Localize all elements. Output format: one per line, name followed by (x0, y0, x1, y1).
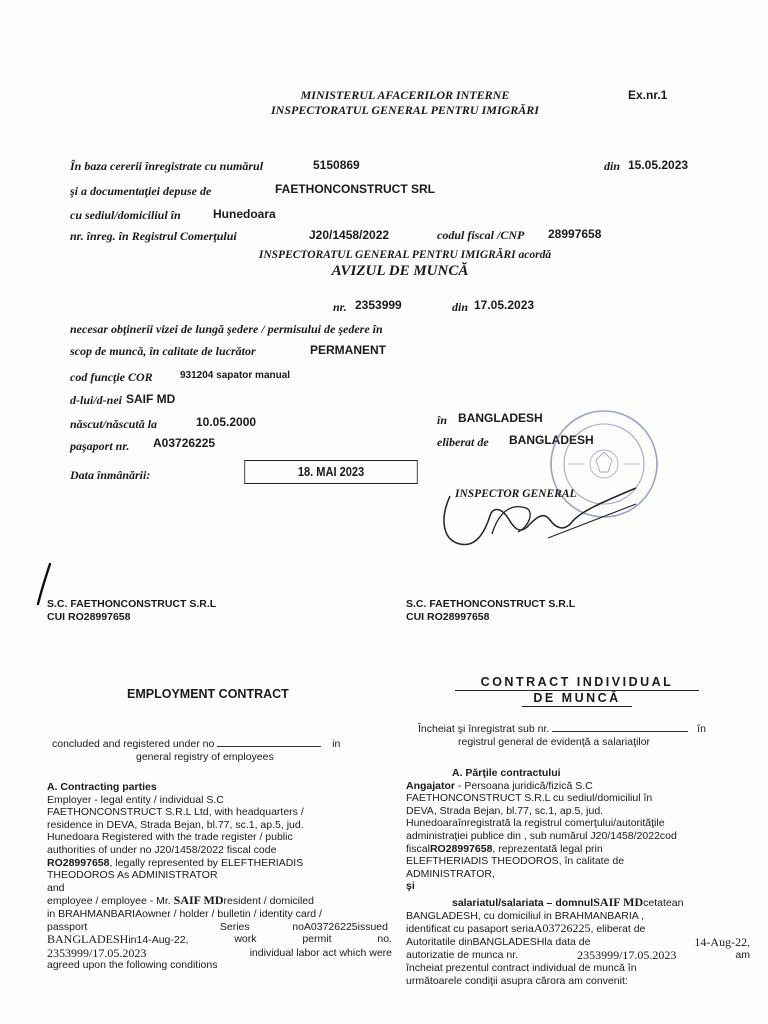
born-place-label: în (437, 413, 448, 427)
en-registration-note: concluded and registered under no in general registry of employees (52, 738, 341, 763)
request-number: 5150869 (313, 158, 360, 172)
issued-label: eliberat de (437, 435, 489, 449)
request-label: În baza cererii înregistrate cu numărul (70, 159, 264, 173)
request-date: 15.05.2023 (628, 158, 689, 172)
ro-registration-note: Încheiat şi înregistrat sub nr. în registrul general de evidenţă a salariaţilor (418, 723, 706, 748)
register-label: nr. înreg. în Registrul Comerţului (70, 229, 237, 243)
ro-cui: CUI RO28997658 (406, 611, 490, 623)
ro-section-a: A. Părţile contractului (452, 767, 561, 779)
en-cui: CUI RO28997658 (47, 611, 131, 623)
born-date: 10.05.2000 (196, 415, 257, 429)
passport-label: paşaport nr. (70, 439, 130, 453)
notice-title: AVIZUL DE MUNCĂ (331, 263, 469, 279)
handover-date: 18. MAI 2023 (297, 464, 365, 479)
seat-value: Hunedoara (213, 207, 276, 221)
cor-value: 931204 sapator manual (180, 370, 291, 381)
fiscal-number: 28997658 (548, 227, 602, 241)
notice-date-label: din (452, 300, 469, 314)
inspector-signature (430, 478, 640, 558)
notice-date: 17.05.2023 (474, 298, 535, 312)
fiscal-label: codul fiscal /CNP (437, 228, 525, 242)
notice-number-label: nr. (333, 300, 347, 314)
notice-number: 2353999 (355, 298, 402, 312)
issued-by: BANGLADESH (509, 433, 594, 447)
born-label: născut/născută la (70, 417, 158, 431)
en-contract-title: EMPLOYMENT CONTRACT (127, 687, 289, 701)
en-section-a: A. Contracting parties (47, 781, 157, 793)
register-number: J20/1458/2022 (309, 228, 390, 242)
handover-date-stamp (244, 460, 417, 484)
purpose-line-2: scop de muncă, în calitate de lucrător (70, 344, 256, 358)
inspector-general-label: INSPECTOR GENERAL (455, 488, 577, 500)
born-place: BANGLADESH (458, 411, 543, 425)
inspectorate-title: INSPECTORATUL GENERAL PENTRU IMIGRĂRI (271, 103, 539, 117)
grants-line: INSPECTORATUL GENERAL PENTRU IMIGRĂRI acordă (258, 249, 552, 261)
worker-type: PERMANENT (310, 343, 387, 357)
ro-contracting-parties: A. Părţile contractului Angajator - Persoana juridică/fizică S.C FAETHONCONSTRUCT S.R.L cu sediul/domiciliul în DEVA, Strada Bejan, bl.77, sc.1, ap.5, jud. Hunedoaraînregistrată la registrul comerţului/autorităţile administraţiei publice din , sub numărul J20/1458/2022cod fiscalRO28997658, reprezentată legal prin ELEFTHERIADIS THEODOROS, în calitate de ADMINISTRATOR, şi salariatul/salariata – domnulSAIF MDcetatean BANGLADESH, cu domiciliul in BRAHMANBARIA , identificat cu pasaport seriaA03726225, eliberat de Autoritatile dinBANGLADESHla data de 14-Aug-22, autorizatie de munca nr. 2353999/17.05.2023 am încheiat prezentul contract individual de muncă în următoarele condiţii asupra cărora am convenit: (406, 767, 750, 987)
en-contracting-parties: A. Contracting parties Employer - legal entity / individual S.C FAETHONCONSTRUCT S.R.L Ltd, with headquarters / residence in DEVA, Strada Bejan, bl.77, sc.1, ap.5, jud. Hunedoara Registered with the trade register / public authorities of under no J20/1458/2022 fiscal code RO28997658, legally represented by ELEFTHERIADIS THEODOROS As ADMINISTRATOR and employee / employee - Mr. SAIF MDresident / domiciled in BRAHMANBARIAowner / holder / bulletin / identity card / passport Series noA03726225issued BANGLADESHin14-Aug-22, work permit no. 2353999/17.05.2023 individual labor act which were agreed upon the following conditions (47, 781, 392, 972)
request-date-label: din (604, 159, 621, 173)
seat-label: cu sediul/domiciliul în (70, 208, 181, 222)
ro-company: S.C. FAETHONCONSTRUCT S.R.L (406, 598, 576, 610)
ministry-title: MINISTERUL AFACERILOR INTERNE (300, 88, 510, 102)
company-name: FAETHONCONSTRUCT SRL (275, 182, 435, 196)
passport-number: A03726225 (153, 436, 216, 450)
en-company: S.C. FAETHONCONSTRUCT S.R.L (47, 598, 217, 610)
ro-contract-title-2: DE MUNCĂ (522, 691, 632, 707)
cor-label: cod funcţie COR (70, 370, 153, 384)
ro-contract-title-1: CONTRACT INDIVIDUAL (455, 675, 699, 691)
person-name: SAIF MD (126, 392, 176, 406)
person-label: d-lui/d-nei (70, 393, 123, 407)
purpose-line-1: necesar obţinerii vizei de lungă şedere / permisului de şedere în (70, 322, 383, 336)
documents-label: şi a documentaţiei depuse de (70, 184, 212, 198)
copy-number: Ex.nr.1 (628, 88, 668, 102)
handover-label: Data înmânării: (70, 468, 151, 482)
